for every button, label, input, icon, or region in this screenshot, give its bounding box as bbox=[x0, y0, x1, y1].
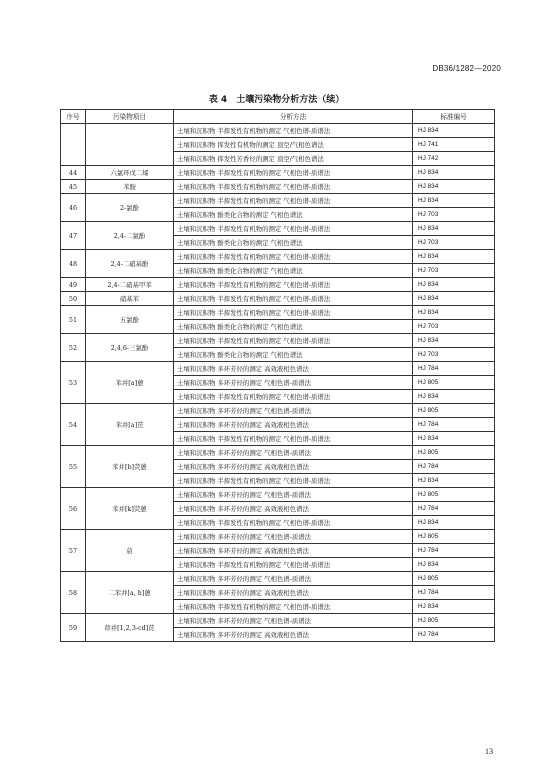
method-cell: 土壤和沉积物 酚类化合物的测定 气相色谱法 bbox=[174, 348, 413, 362]
pollutant-cell: 2,4-二氯酚 bbox=[86, 222, 174, 250]
standard-cell: HJ 834 bbox=[413, 166, 495, 180]
standard-cell: HJ 741 bbox=[413, 138, 495, 152]
standard-cell: HJ 834 bbox=[413, 600, 495, 614]
standard-cell: HJ 805 bbox=[413, 446, 495, 460]
table-row bbox=[61, 572, 495, 586]
table-row bbox=[61, 292, 495, 306]
method-cell: 土壤和沉积物 半挥发性有机物的测定 气相色谱-质谱法 bbox=[174, 124, 413, 138]
table-row bbox=[61, 446, 495, 460]
standard-cell: HJ 834 bbox=[413, 474, 495, 488]
method-cell: 土壤和沉积物 半挥发性有机物的测定 气相色谱-质谱法 bbox=[174, 278, 413, 292]
doc-code: DB36/1282—2020 bbox=[432, 64, 501, 73]
row-number-cell: 58 bbox=[61, 572, 86, 614]
standard-cell: HJ 703 bbox=[413, 320, 495, 334]
pollutant-cell: 苯并[k]荧蒽 bbox=[86, 488, 174, 530]
table-row bbox=[61, 166, 495, 180]
standard-cell: HJ 834 bbox=[413, 250, 495, 264]
method-cell: 土壤和沉积物 多环芳烃的测定 气相色谱-质谱法 bbox=[174, 376, 413, 390]
table-row bbox=[61, 124, 495, 138]
standard-cell: HJ 834 bbox=[413, 558, 495, 572]
standard-cell: HJ 703 bbox=[413, 264, 495, 278]
standard-cell: HJ 834 bbox=[413, 278, 495, 292]
method-cell: 土壤和沉积物 多环芳烃的测定 气相色谱-质谱法 bbox=[174, 488, 413, 502]
method-cell: 土壤和沉积物 多环芳烃的测定 气相色谱-质谱法 bbox=[174, 530, 413, 544]
pollutant-cell: 苯并[a]蒽 bbox=[86, 362, 174, 404]
method-cell: 土壤和沉积物 半挥发性有机物的测定 气相色谱-质谱法 bbox=[174, 306, 413, 320]
standard-cell: HJ 805 bbox=[413, 572, 495, 586]
method-cell: 土壤和沉积物 酚类化合物的测定 气相色谱法 bbox=[174, 264, 413, 278]
standard-cell: HJ 834 bbox=[413, 390, 495, 404]
method-cell: 土壤和沉积物 多环芳烃的测定 高效液相色谱法 bbox=[174, 418, 413, 432]
method-cell: 土壤和沉积物 半挥发性有机物的测定 气相色谱-质谱法 bbox=[174, 194, 413, 208]
standard-cell: HJ 834 bbox=[413, 516, 495, 530]
method-cell: 土壤和沉积物 多环芳烃的测定 高效液相色谱法 bbox=[174, 362, 413, 376]
method-cell: 土壤和沉积物 多环芳烃的测定 高效液相色谱法 bbox=[174, 502, 413, 516]
row-number-cell: 48 bbox=[61, 250, 86, 278]
method-cell: 土壤和沉积物 酚类化合物的测定 气相色谱法 bbox=[174, 320, 413, 334]
method-cell: 土壤和沉积物 多环芳烃的测定 高效液相色谱法 bbox=[174, 544, 413, 558]
pollutant-cell: 二苯并[a, h]蒽 bbox=[86, 572, 174, 614]
method-cell: 土壤和沉积物 半挥发性有机物的测定 气相色谱-质谱法 bbox=[174, 390, 413, 404]
column-header-method: 分析方法 bbox=[174, 110, 413, 124]
pollutant-cell: 2,4-二硝基甲苯 bbox=[86, 278, 174, 292]
standard-cell: HJ 834 bbox=[413, 180, 495, 194]
standard-cell: HJ 703 bbox=[413, 208, 495, 222]
method-cell: 土壤和沉积物 半挥发性有机物的测定 气相色谱-质谱法 bbox=[174, 558, 413, 572]
row-number-cell: 50 bbox=[61, 292, 86, 306]
analysis-methods-table-container bbox=[60, 109, 494, 642]
pollutant-cell: 茚并[1,2,3-cd]芘 bbox=[86, 614, 174, 642]
standard-cell: HJ 834 bbox=[413, 194, 495, 208]
method-cell: 土壤和沉积物 多环芳烃的测定 高效液相色谱法 bbox=[174, 586, 413, 600]
table-row bbox=[61, 362, 495, 376]
table-row bbox=[61, 488, 495, 502]
row-number-cell bbox=[61, 124, 86, 166]
standard-cell: HJ 784 bbox=[413, 418, 495, 432]
table-row bbox=[61, 250, 495, 264]
pollutant-cell: 䓛 bbox=[86, 530, 174, 572]
pollutant-cell: 苯并[a]芘 bbox=[86, 404, 174, 446]
pollutant-cell: 六氯环戊二烯 bbox=[86, 166, 174, 180]
row-number-cell: 46 bbox=[61, 194, 86, 222]
standard-cell: HJ 834 bbox=[413, 124, 495, 138]
column-header-pollutant: 污染物项目 bbox=[86, 110, 174, 124]
standard-cell: HJ 784 bbox=[413, 362, 495, 376]
row-number-cell: 45 bbox=[61, 180, 86, 194]
method-cell: 土壤和沉积物 半挥发性有机物的测定 气相色谱-质谱法 bbox=[174, 474, 413, 488]
method-cell: 土壤和沉积物 半挥发性有机物的测定 气相色谱-质谱法 bbox=[174, 600, 413, 614]
standard-cell: HJ 805 bbox=[413, 614, 495, 628]
standard-cell: HJ 805 bbox=[413, 530, 495, 544]
column-header-standard: 标准编号 bbox=[413, 110, 495, 124]
pollutant-cell: 硝基苯 bbox=[86, 292, 174, 306]
standard-cell: HJ 834 bbox=[413, 334, 495, 348]
row-number-cell: 55 bbox=[61, 446, 86, 488]
column-header-no: 序号 bbox=[61, 110, 86, 124]
analysis-methods-table bbox=[60, 109, 495, 642]
standard-cell: HJ 784 bbox=[413, 586, 495, 600]
method-cell: 土壤和沉积物 多环芳烃的测定 气相色谱-质谱法 bbox=[174, 446, 413, 460]
method-cell: 土壤和沉积物 半挥发性有机物的测定 气相色谱-质谱法 bbox=[174, 334, 413, 348]
table-row bbox=[61, 404, 495, 418]
table-row bbox=[61, 614, 495, 628]
standard-cell: HJ 805 bbox=[413, 376, 495, 390]
standard-cell: HJ 784 bbox=[413, 460, 495, 474]
method-cell: 土壤和沉积物 半挥发性有机物的测定 气相色谱-质谱法 bbox=[174, 250, 413, 264]
table-row bbox=[61, 334, 495, 348]
method-cell: 土壤和沉积物 半挥发性有机物的测定 气相色谱-质谱法 bbox=[174, 166, 413, 180]
method-cell: 土壤和沉积物 多环芳烃的测定 高效液相色谱法 bbox=[174, 460, 413, 474]
row-number-cell: 44 bbox=[61, 166, 86, 180]
row-number-cell: 59 bbox=[61, 614, 86, 642]
pollutant-cell: 2,4,6-三氯酚 bbox=[86, 334, 174, 362]
standard-cell: HJ 784 bbox=[413, 544, 495, 558]
method-cell: 土壤和沉积物 半挥发性有机物的测定 气相色谱-质谱法 bbox=[174, 222, 413, 236]
method-cell: 土壤和沉积物 多环芳烃的测定 高效液相色谱法 bbox=[174, 628, 413, 642]
standard-cell: HJ 784 bbox=[413, 628, 495, 642]
table-row bbox=[61, 278, 495, 292]
standard-cell: HJ 784 bbox=[413, 502, 495, 516]
standard-cell: HJ 834 bbox=[413, 306, 495, 320]
table-title: 表 4 土壤污染物分析方法（续） bbox=[208, 95, 345, 105]
row-number-cell: 54 bbox=[61, 404, 86, 446]
method-cell: 土壤和沉积物 酚类化合物的测定 气相色谱法 bbox=[174, 208, 413, 222]
method-cell: 土壤和沉积物 半挥发性有机物的测定 气相色谱-质谱法 bbox=[174, 516, 413, 530]
standard-cell: HJ 834 bbox=[413, 222, 495, 236]
row-number-cell: 51 bbox=[61, 306, 86, 334]
method-cell: 土壤和沉积物 半挥发性有机物的测定 气相色谱-质谱法 bbox=[174, 432, 413, 446]
row-number-cell: 53 bbox=[61, 362, 86, 404]
method-cell: 土壤和沉积物 多环芳烃的测定 气相色谱-质谱法 bbox=[174, 572, 413, 586]
method-cell: 土壤和沉积物 多环芳烃的测定 气相色谱-质谱法 bbox=[174, 614, 413, 628]
standard-cell: HJ 834 bbox=[413, 292, 495, 306]
table-body bbox=[61, 124, 495, 642]
table-row bbox=[61, 180, 495, 194]
page-number: 13 bbox=[485, 747, 493, 756]
row-number-cell: 47 bbox=[61, 222, 86, 250]
method-cell: 土壤和沉积物 半挥发性有机物的测定 气相色谱-质谱法 bbox=[174, 180, 413, 194]
standard-cell: HJ 703 bbox=[413, 348, 495, 362]
method-cell: 土壤和沉积物 半挥发性有机物的测定 气相色谱-质谱法 bbox=[174, 292, 413, 306]
method-cell: 土壤和沉积物 挥发性芳香烃的测定 顶空/气相色谱法 bbox=[174, 152, 413, 166]
table-row bbox=[61, 530, 495, 544]
row-number-cell: 57 bbox=[61, 530, 86, 572]
pollutant-cell: 苯并[b]荧蒽 bbox=[86, 446, 174, 488]
method-cell: 土壤和沉积物 挥发性有机物的测定 顶空/气相色谱法 bbox=[174, 138, 413, 152]
pollutant-cell: 2,4-二硝基酚 bbox=[86, 250, 174, 278]
table-header-row bbox=[61, 110, 495, 124]
method-cell: 土壤和沉积物 酚类化合物的测定 气相色谱法 bbox=[174, 236, 413, 250]
row-number-cell: 52 bbox=[61, 334, 86, 362]
row-number-cell: 56 bbox=[61, 488, 86, 530]
pollutant-cell: 2-氯酚 bbox=[86, 194, 174, 222]
standard-cell: HJ 805 bbox=[413, 404, 495, 418]
table-row bbox=[61, 306, 495, 320]
row-number-cell: 49 bbox=[61, 278, 86, 292]
standard-cell: HJ 834 bbox=[413, 432, 495, 446]
pollutant-cell bbox=[86, 124, 174, 166]
table-row bbox=[61, 222, 495, 236]
pollutant-cell: 苯胺 bbox=[86, 180, 174, 194]
standard-cell: HJ 742 bbox=[413, 152, 495, 166]
standard-cell: HJ 703 bbox=[413, 236, 495, 250]
table-row bbox=[61, 194, 495, 208]
pollutant-cell: 五氯酚 bbox=[86, 306, 174, 334]
standard-cell: HJ 805 bbox=[413, 488, 495, 502]
method-cell: 土壤和沉积物 多环芳烃的测定 气相色谱-质谱法 bbox=[174, 404, 413, 418]
